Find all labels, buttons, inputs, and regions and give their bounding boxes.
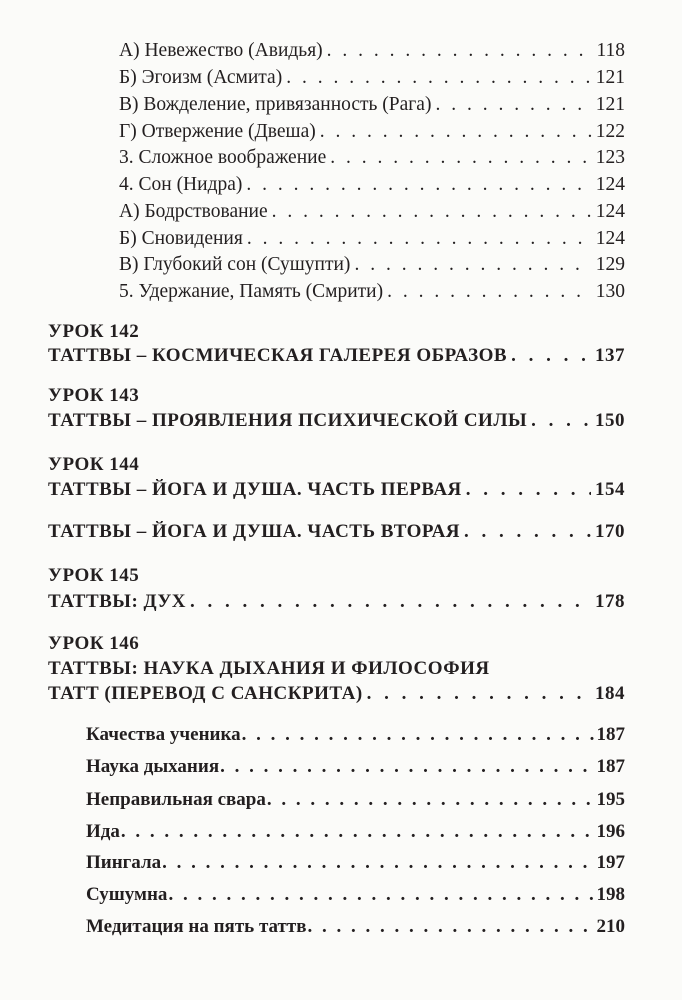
toc-entry-title: Б) Сновидения <box>119 228 243 249</box>
toc-entry-page: 195 <box>596 789 625 810</box>
toc-entry-page: 124 <box>595 228 625 249</box>
leader-dots <box>190 591 591 613</box>
toc-entry-title: А) Бодрствование <box>119 201 268 222</box>
toc-entry-title: 3. Сложное воображение <box>119 147 327 168</box>
toc-entry-title: Наука дыхания <box>86 756 220 777</box>
lesson-page: 170 <box>595 521 625 542</box>
lesson-title: ТАТТВЫ – КОСМИЧЕСКАЯ ГАЛЕРЕЯ ОБРАЗОВ <box>48 345 508 366</box>
toc-entry <box>86 789 625 811</box>
toc-entry-page: 210 <box>596 916 625 937</box>
toc-entry-page: 187 <box>596 724 625 745</box>
toc-entry <box>119 67 625 89</box>
lesson-title: ТАТТВЫ: ДУХ <box>48 591 186 612</box>
toc-entry-page: 122 <box>595 121 625 142</box>
toc-entry-page: 121 <box>595 94 625 115</box>
toc-entry-page: 198 <box>596 884 625 905</box>
toc-entry <box>86 724 625 746</box>
toc-entry-title: Качества ученика <box>86 724 241 745</box>
toc-entry <box>86 884 625 906</box>
leader-dots <box>272 201 592 223</box>
toc-entry <box>119 121 625 143</box>
toc-entry-page: 129 <box>595 254 625 275</box>
leader-dots <box>307 916 595 938</box>
toc-entry <box>86 916 625 938</box>
toc-entry-title: 4. Сон (Нидра) <box>119 174 243 195</box>
toc-entry-page: 197 <box>596 852 625 873</box>
toc-entry-title: Г) Отвержение (Двеша) <box>119 121 316 142</box>
toc-entry <box>119 40 625 62</box>
leader-dots <box>435 94 591 116</box>
leader-dots <box>466 479 591 501</box>
toc-entry-page: 123 <box>595 147 625 168</box>
lesson-page: 154 <box>595 479 625 500</box>
toc-entry-page: 187 <box>596 756 625 777</box>
toc-entry-title: 5. Удержание, Память (Смрити) <box>119 281 384 302</box>
lesson-page: 150 <box>595 410 625 431</box>
toc-entry <box>86 821 625 843</box>
lesson-entry <box>48 683 625 705</box>
leader-dots <box>162 852 595 874</box>
lesson-label: УРОК 142 <box>48 321 140 342</box>
lesson-label: УРОК 143 <box>48 385 140 406</box>
lesson-title: ТАТТВЫ – ПРОЯВЛЕНИЯ ПСИХИЧЕСКОЙ СИЛЫ <box>48 410 528 431</box>
toc-entry-page: 121 <box>595 67 625 88</box>
leader-dots <box>387 281 592 303</box>
toc-entry-page: 124 <box>595 174 625 195</box>
toc-entry-page: 130 <box>595 281 625 302</box>
toc-entry-page: 196 <box>596 821 625 842</box>
leader-dots <box>247 228 592 250</box>
leader-dots <box>267 789 596 811</box>
lesson-page: 137 <box>595 345 625 366</box>
leader-dots <box>511 345 591 367</box>
toc-entry-title: Медитация на пять таттв <box>86 916 307 937</box>
lesson-label: УРОК 146 <box>48 633 140 654</box>
lesson-entry <box>48 410 625 432</box>
toc-entry-title: В) Глубокий сон (Сушупти) <box>119 254 351 275</box>
toc-entry <box>119 281 625 303</box>
toc-entry <box>119 201 625 223</box>
leader-dots <box>327 40 593 62</box>
leader-dots <box>121 821 596 843</box>
leader-dots <box>286 67 592 89</box>
toc-entry <box>119 174 625 196</box>
lesson-title: ТАТТВЫ – ЙОГА И ДУША. ЧАСТЬ ПЕРВАЯ <box>48 479 462 500</box>
toc-entry <box>86 756 625 778</box>
toc-entry-title: Пингала <box>86 852 162 873</box>
toc-entry-title: В) Вожделение, привязанность (Рага) <box>119 94 432 115</box>
lesson-entry <box>48 345 625 367</box>
toc-entry-title: Неправильная свара <box>86 789 266 810</box>
leader-dots <box>168 884 595 906</box>
toc-entry <box>86 852 625 874</box>
leader-dots <box>464 521 591 543</box>
toc-entry-page: 118 <box>596 40 625 61</box>
lesson-label: УРОК 144 <box>48 454 140 475</box>
toc-entry-title: А) Невежество (Авидья) <box>119 40 323 61</box>
lesson-title-line1: ТАТТВЫ: НАУКА ДЫХАНИЯ И ФИЛОСОФИЯ <box>48 658 490 679</box>
lesson-label: УРОК 145 <box>48 565 140 586</box>
leader-dots <box>246 174 591 196</box>
lesson-entry <box>48 479 625 501</box>
lesson-page: 184 <box>595 683 625 704</box>
lesson-entry <box>48 591 625 613</box>
lesson-entry <box>48 521 625 543</box>
leader-dots <box>330 147 592 169</box>
toc-entry-title: Ида <box>86 821 120 842</box>
toc-entry <box>119 94 625 116</box>
lesson-page: 178 <box>595 591 625 612</box>
leader-dots <box>220 756 595 778</box>
leader-dots <box>531 410 591 432</box>
toc-entry-page: 124 <box>595 201 625 222</box>
leader-dots <box>354 254 591 276</box>
lesson-title: ТАТТ (ПЕРЕВОД С САНСКРИТА) <box>48 683 363 704</box>
toc-entry <box>119 254 625 276</box>
toc-entry <box>119 147 625 169</box>
toc-entry-title: Сушумна <box>86 884 168 905</box>
toc-entry <box>119 228 625 250</box>
leader-dots <box>320 121 592 143</box>
leader-dots <box>242 724 596 746</box>
leader-dots <box>367 683 591 705</box>
lesson-title: ТАТТВЫ – ЙОГА И ДУША. ЧАСТЬ ВТОРАЯ <box>48 521 461 542</box>
toc-entry-title: Б) Эгоизм (Асмита) <box>119 67 283 88</box>
